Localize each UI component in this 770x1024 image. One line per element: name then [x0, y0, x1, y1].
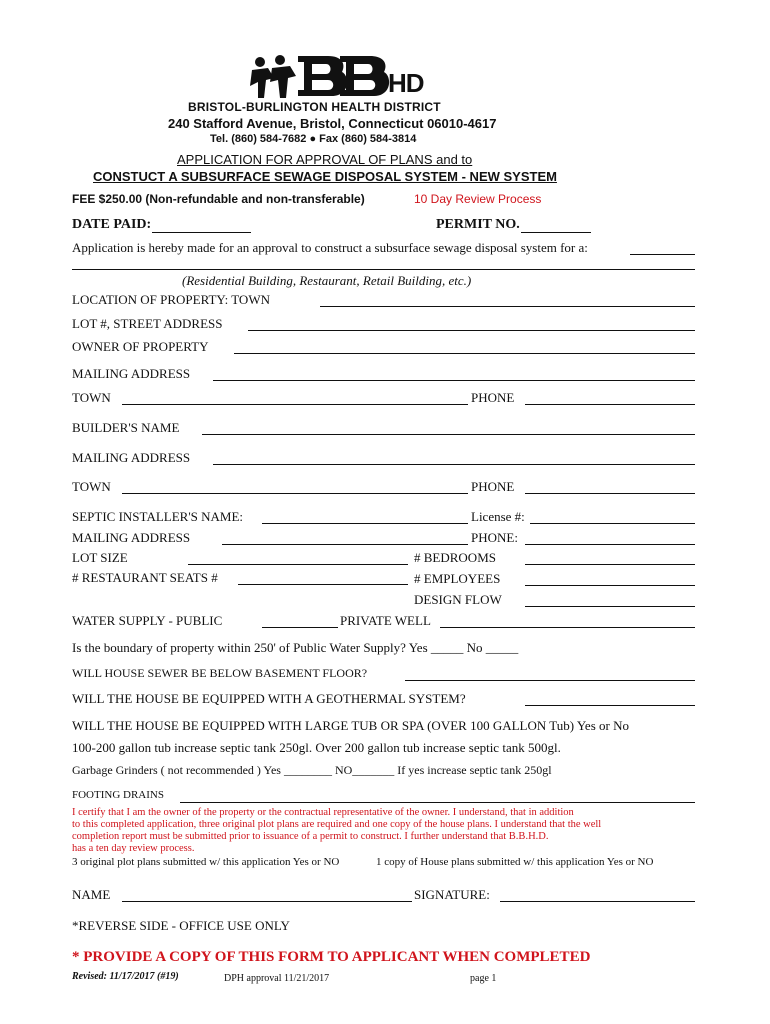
house-plans-question: 1 copy of House plans submitted w/ this application Yes or NO [376, 856, 654, 868]
permit-no-label: PERMIT NO. [436, 217, 520, 232]
tub-note: 100-200 gallon tub increase septic tank 250gl. Over 200 gallon tub increase septic tank 500gl. [72, 740, 561, 755]
plot-plans-question: 3 original plot plans submitted w/ this application Yes or NO [72, 856, 340, 868]
phone-1-field[interactable] [525, 404, 695, 405]
garbage-grinders-question: Garbage Grinders ( not recommended ) Yes ________ NO_______ If yes increase septic tank 250gl [72, 763, 552, 777]
name-field[interactable] [122, 901, 412, 902]
restaurant-seats-field[interactable] [238, 584, 408, 585]
revised-date: Revised: 11/17/2017 (#19) [72, 971, 179, 982]
restaurant-seats-label: # RESTAURANT SEATS # [72, 570, 218, 585]
water-supply-public-label: WATER SUPPLY - PUBLIC [72, 613, 223, 628]
certify-line-3: completion report must be submitted prior to issuance of a permit to construct. I further understand that B.B.H.D. [72, 831, 549, 842]
design-flow-field[interactable] [525, 606, 695, 607]
footing-drains-label: FOOTING DRAINS [72, 789, 164, 801]
mailing-address-1-label: MAILING ADDRESS [72, 366, 191, 381]
private-well-field[interactable] [440, 627, 695, 628]
certify-line-2: to this completed application, three original plot plans are required and one copy of the house plans. I understand that the well [72, 819, 602, 830]
boundary-question: Is the boundary of property within 250' of Public Water Supply? Yes _____ No _____ [72, 640, 519, 655]
org-address: 240 Stafford Avenue, Bristol, Connecticut 06010-4617 [168, 116, 497, 131]
town-2-field[interactable] [122, 493, 468, 494]
phone-3-field[interactable] [525, 544, 695, 545]
logo [248, 52, 423, 100]
employees-label: # EMPLOYEES [414, 571, 501, 586]
water-supply-public-field[interactable] [262, 627, 338, 628]
private-well-label: PRIVATE WELL [340, 613, 431, 628]
date-paid-field[interactable] [152, 232, 251, 233]
geothermal-field[interactable] [525, 705, 695, 706]
review-process: 10 Day Review Process [414, 192, 542, 206]
logo-hd-text: HD [388, 68, 424, 98]
reverse-side-note: *REVERSE SIDE - OFFICE USE ONLY [72, 918, 290, 933]
org-contact: Tel. (860) 584-7682 ● Fax (860) 584-3814 [210, 133, 417, 145]
location-town-field[interactable] [320, 306, 695, 307]
signature-label: SIGNATURE: [414, 887, 490, 902]
lot-size-label: LOT SIZE [72, 550, 128, 565]
builder-name-field[interactable] [202, 434, 695, 435]
mailing-address-1-field[interactable] [213, 380, 695, 381]
mailing-address-2-field[interactable] [213, 464, 695, 465]
footing-drains-field[interactable] [180, 802, 695, 803]
fee-text: FEE $250.00 (Non-refundable and non-transferable) [72, 192, 365, 206]
lot-street-label: LOT #, STREET ADDRESS [72, 316, 223, 331]
phone-2-label: PHONE [471, 479, 515, 494]
signature-field[interactable] [500, 901, 695, 902]
date-paid-label: DATE PAID: [72, 217, 152, 232]
license-label: License #: [471, 509, 525, 524]
intro-line-end[interactable] [630, 254, 695, 255]
phone-3-label: PHONE: [471, 530, 518, 545]
name-label: NAME [72, 887, 111, 902]
installer-name-label: SEPTIC INSTALLER'S NAME: [72, 509, 244, 524]
building-type-hint: (Residential Building, Restaurant, Retail Building, etc.) [182, 273, 472, 288]
town-2-label: TOWN [72, 479, 111, 494]
tub-question: WILL THE HOUSE BE EQUIPPED WITH LARGE TUB OR SPA (OVER 100 GALLON Tub) Yes or No [72, 718, 629, 733]
town-1-label: TOWN [72, 390, 111, 405]
design-flow-label: DESIGN FLOW [414, 592, 502, 607]
permit-no-field[interactable] [521, 232, 591, 233]
form-title-line1: APPLICATION FOR APPROVAL OF PLANS and to [177, 152, 473, 167]
phone-2-field[interactable] [525, 493, 695, 494]
mailing-address-3-field[interactable] [222, 544, 468, 545]
page-number: page 1 [470, 973, 497, 984]
installer-name-field[interactable] [262, 523, 468, 524]
certify-line-4: has a ten day review process. [72, 843, 195, 854]
lot-size-field[interactable] [188, 564, 408, 565]
phone-1-label: PHONE [471, 390, 515, 405]
town-1-field[interactable] [122, 404, 468, 405]
bedrooms-field[interactable] [525, 564, 695, 565]
building-type-field[interactable] [72, 269, 695, 270]
house-sewer-field[interactable] [405, 680, 695, 681]
form-title-line2: CONSTUCT A SUBSURFACE SEWAGE DISPOSAL SYSTEM - NEW SYSTEM [93, 169, 557, 184]
mailing-address-3-label: MAILING ADDRESS [72, 530, 191, 545]
mailing-address-2-label: MAILING ADDRESS [72, 450, 191, 465]
house-sewer-question: WILL HOUSE SEWER BE BELOW BASEMENT FLOOR? [72, 666, 368, 680]
certify-line-1: I certify that I am the owner of the property or the contractual representative of the owner. I understand, that in addition [72, 807, 574, 818]
lot-street-field[interactable] [248, 330, 695, 331]
intro-text: Application is hereby made for an approval to construct a subsurface sewage disposal system for a: [72, 240, 588, 255]
org-name: BRISTOL-BURLINGTON HEALTH DISTRICT [188, 100, 441, 114]
location-label: LOCATION OF PROPERTY: TOWN [72, 292, 270, 307]
license-field[interactable] [530, 523, 695, 524]
geothermal-question: WILL THE HOUSE BE EQUIPPED WITH A GEOTHERMAL SYSTEM? [72, 691, 466, 706]
provide-copy-notice: * PROVIDE A COPY OF THIS FORM TO APPLICANT WHEN COMPLETED [72, 949, 591, 965]
owner-label: OWNER OF PROPERTY [72, 339, 209, 354]
builder-name-label: BUILDER'S NAME [72, 420, 180, 435]
bedrooms-label: # BEDROOMS [414, 550, 496, 565]
employees-field[interactable] [525, 585, 695, 586]
owner-field[interactable] [234, 353, 695, 354]
dph-approval: DPH approval 11/21/2017 [224, 973, 330, 984]
